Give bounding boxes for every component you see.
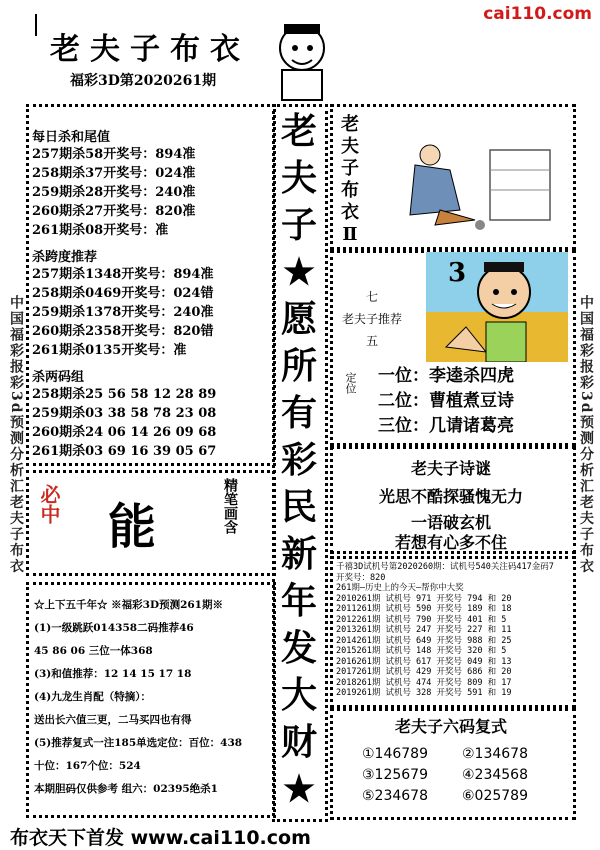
history-row: 2016261期 试机号 617 开奖号 049 和 13 bbox=[336, 656, 512, 667]
issue-label: 福彩3D第2020261期 bbox=[70, 73, 217, 89]
dingwei-label: 定位 bbox=[344, 372, 357, 394]
history-head: 261期—历史上的今天—帮你中大奖 bbox=[336, 583, 464, 593]
kill-pair-row: 260期杀24 06 14 26 09 68 bbox=[32, 425, 217, 440]
history-head: 千禧3D试机号第2020260期：试机号540关注码417金码7 bbox=[336, 562, 554, 572]
kill-sum-row: 257期杀58开奖号：894准 bbox=[32, 147, 196, 162]
poem-title: 老夫子诗谜 bbox=[410, 459, 491, 478]
slogan-char: 新 bbox=[280, 533, 317, 575]
kill-span-title: 杀跨度推荐 bbox=[32, 250, 98, 265]
kill-sum-row: 259期杀28开奖号：240准 bbox=[32, 185, 196, 200]
six-code-title: 老夫子六码复式 bbox=[394, 717, 507, 736]
six-code-item: ⑤234678 bbox=[362, 788, 428, 804]
six-code-item: ②134678 bbox=[462, 746, 528, 762]
six-code-item: ③125679 bbox=[362, 767, 428, 783]
poem-line: 一语破玄机 bbox=[410, 513, 491, 532]
slogan-char: 有 bbox=[280, 392, 317, 434]
six-code-grid bbox=[362, 744, 562, 807]
poem-line: 若想有心多不住 bbox=[394, 533, 507, 552]
tip-line: ☆上下五千年☆ ※福彩3D预测261期※ bbox=[34, 599, 223, 611]
history-head: 开奖号：820 bbox=[336, 572, 386, 583]
position-item: 三位：几请诸葛亮 bbox=[378, 416, 514, 436]
slogan-char: 所 bbox=[280, 345, 317, 387]
star-icon: ★ bbox=[282, 768, 316, 810]
vtitle-char: 子 bbox=[341, 158, 359, 179]
history-row: 2010261期 试机号 971 开奖号 794 和 20 bbox=[336, 593, 512, 604]
vtitle-char: 夫 bbox=[341, 136, 359, 157]
slogan-char: 发 bbox=[280, 627, 317, 669]
kill-pair-row: 261期杀03 69 16 39 05 67 bbox=[32, 444, 217, 459]
kill-span-row: 258期杀0469开奖号：024错 bbox=[32, 286, 214, 301]
slogan-char: 夫 bbox=[280, 157, 317, 199]
right-vertical-title bbox=[340, 114, 360, 246]
history-row: 2014261期 试机号 649 开奖号 988 和 25 bbox=[336, 635, 512, 646]
vtitle-char: 布 bbox=[341, 180, 359, 201]
history-row: 2012261期 试机号 790 开奖号 401 和 5 bbox=[336, 614, 507, 625]
tip-line: 45 86 06 三位一体368 bbox=[34, 645, 153, 657]
kill-sum-row: 260期杀27开奖号：820准 bbox=[32, 204, 196, 219]
six-code-item: ①146789 bbox=[362, 746, 428, 762]
kill-pair-title: 杀两码组 bbox=[32, 370, 85, 385]
tip-line: (5)推荐复式一注185单选定位：百位：438 bbox=[34, 737, 243, 749]
tip-line: 十位：167个位：524 bbox=[34, 760, 141, 772]
star-icon: ★ bbox=[282, 251, 316, 293]
rec-label: 老夫子推荐 bbox=[342, 312, 403, 326]
kill-span-row: 260期杀2358开奖号：820错 bbox=[32, 324, 214, 339]
slogan-char: 财 bbox=[280, 721, 317, 763]
history-content bbox=[336, 562, 554, 699]
kill-pair-row: 259期杀03 38 58 78 23 08 bbox=[32, 406, 217, 421]
rec-number: 3 bbox=[448, 258, 467, 288]
side-text-left: 中国福彩报彩3d预测分析汇老夫子布衣 bbox=[8, 295, 24, 575]
cartoon-old-man-top bbox=[262, 20, 332, 105]
slogan-column bbox=[275, 108, 323, 828]
vtitle-char: Ⅱ bbox=[342, 224, 358, 245]
six-code-item: ④234568 bbox=[462, 767, 528, 783]
six-code-item: ⑥025789 bbox=[462, 788, 528, 804]
slogan-char: 子 bbox=[280, 204, 317, 246]
poem-line: 光思不酷探骚愧无力 bbox=[378, 487, 523, 506]
tip-line: 本期胆码仅供参考 组六：02395绝杀1 bbox=[34, 783, 218, 795]
tip-line: (3)和值推荐：12 14 15 17 18 bbox=[34, 668, 192, 680]
big-character: 能 bbox=[108, 499, 157, 555]
site-logo[interactable]: cai110.com bbox=[483, 4, 592, 24]
illustration-kneeling-figure bbox=[380, 130, 560, 235]
history-row: 2018261期 试机号 474 开奖号 809 和 17 bbox=[336, 677, 512, 688]
history-row: 2013261期 试机号 247 开奖号 227 和 11 bbox=[336, 625, 512, 635]
tip-line: 送出长六值三更，二马买四也有得 bbox=[34, 714, 192, 726]
position-item: 一位：李逵杀四虎 bbox=[378, 366, 514, 386]
slogan-char: 彩 bbox=[280, 439, 317, 481]
tip-line: (4)九龙生肖配（特摘）： bbox=[34, 691, 151, 703]
position-list bbox=[378, 364, 514, 439]
slogan-char: 老 bbox=[280, 110, 317, 152]
side-text-right: 中国福彩报彩3d预测分析汇老夫子布衣 bbox=[578, 295, 594, 575]
history-row: 2015261期 试机号 148 开奖号 320 和 5 bbox=[336, 646, 507, 656]
kill-span-row: 261期杀0135开奖号：准 bbox=[32, 343, 187, 358]
kill-pair-row: 258期杀25 56 58 12 28 89 bbox=[32, 387, 217, 402]
kill-span-row: 259期杀1378开奖号：240准 bbox=[32, 305, 214, 320]
rec-bottom-num: 五 bbox=[366, 334, 379, 348]
seal-text: 必中 bbox=[37, 484, 61, 524]
left-content bbox=[32, 126, 272, 461]
kill-sum-title: 每日杀和尾值 bbox=[32, 130, 111, 145]
page-title: 老夫子布衣 bbox=[50, 32, 250, 67]
history-row: 2011261期 试机号 590 开奖号 189 和 18 bbox=[336, 604, 512, 614]
kill-sum-row: 261期杀08开奖号：准 bbox=[32, 223, 169, 238]
position-item: 二位：曹植煮豆诗 bbox=[378, 391, 514, 411]
history-row: 2017261期 试机号 429 开奖号 686 和 20 bbox=[336, 667, 512, 677]
kill-span-row: 257期杀1348开奖号：894准 bbox=[32, 267, 214, 282]
brush-text: 精笔画含 bbox=[222, 478, 238, 534]
slogan-char: 大 bbox=[280, 674, 317, 716]
slogan-char: 愿 bbox=[280, 298, 317, 340]
tips-content bbox=[34, 594, 270, 801]
slogan-char: 民 bbox=[280, 486, 317, 528]
tip-line: (1)一级跳跃014358二码推荐46 bbox=[34, 622, 194, 634]
kill-sum-row: 258期杀37开奖号：024准 bbox=[32, 166, 196, 181]
history-row: 2019261期 试机号 328 开奖号 591 和 19 bbox=[336, 688, 512, 698]
footer-text: 布衣天下首发 www.cai110.com bbox=[10, 827, 311, 849]
vtitle-char: 衣 bbox=[341, 202, 359, 223]
rec-top-num: 七 bbox=[366, 290, 379, 304]
top-line bbox=[35, 14, 37, 36]
slogan-char: 年 bbox=[280, 580, 317, 622]
vtitle-char: 老 bbox=[341, 114, 359, 135]
